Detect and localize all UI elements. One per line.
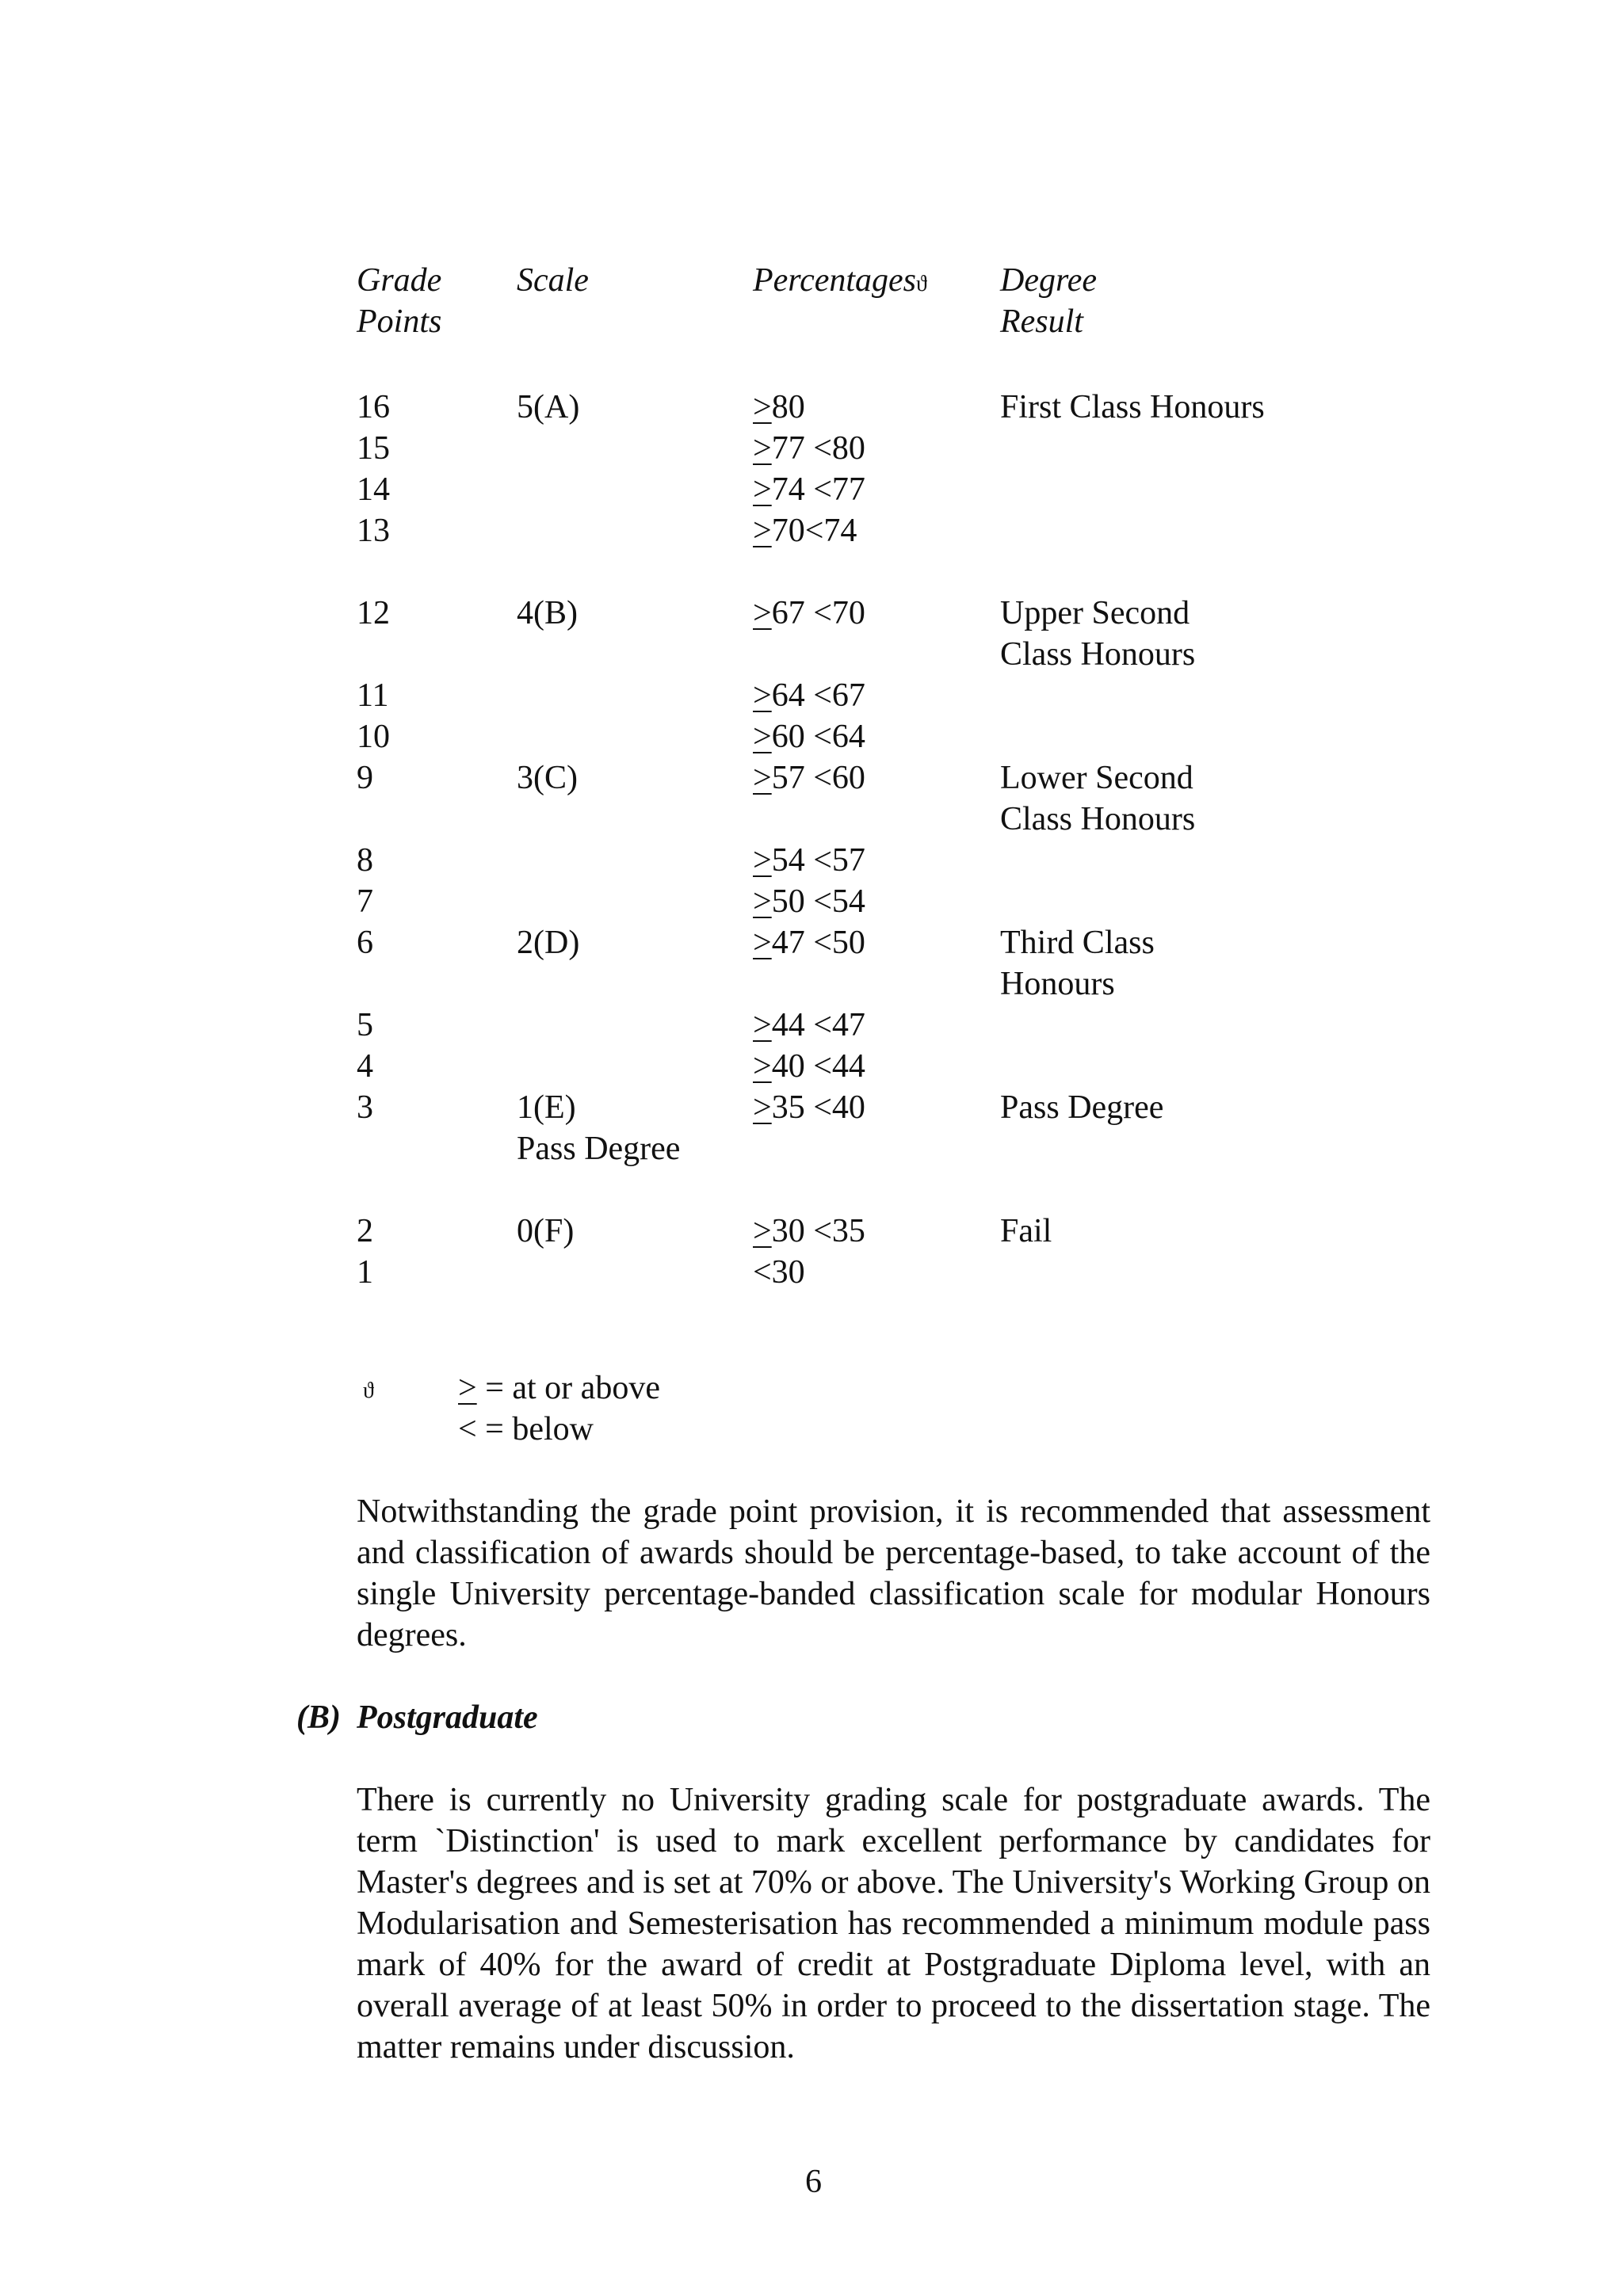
header-percentages-text: Percentages: [753, 262, 917, 299]
scale-cell: 4(B): [517, 595, 578, 631]
percentage-range: <30: [753, 1254, 805, 1291]
header-footnote-marker: ϑ: [916, 272, 927, 296]
percentage-cell: [753, 510, 857, 551]
scale-cell-line2: Pass Degree: [517, 1131, 681, 1167]
percentage-range: 35 <40: [771, 1089, 865, 1126]
grade-points-cell: 14: [357, 471, 390, 508]
percentage-cell: [753, 757, 865, 799]
gte-symbol: >: [753, 883, 772, 920]
percentage-cell: [753, 675, 865, 716]
gte-symbol: >: [753, 1007, 772, 1043]
percentage-range: 77 <80: [771, 430, 865, 467]
scale-cell: 1(E): [517, 1089, 576, 1126]
gte-symbol: >: [753, 1089, 772, 1126]
gte-symbol: >: [753, 719, 772, 755]
degree-result-cell: Lower Second: [1000, 760, 1193, 796]
header-percentages: [753, 260, 927, 305]
percentage-cell: [753, 922, 865, 963]
grade-points-cell: 6: [357, 925, 373, 961]
percentage-range: 70<74: [771, 513, 857, 549]
grade-points-cell: 2: [357, 1213, 373, 1249]
gte-symbol: >: [753, 925, 772, 961]
percentage-range: 47 <50: [771, 925, 865, 961]
degree-result-cell-line2: Class Honours: [1000, 636, 1196, 673]
grade-points-cell: 3: [357, 1089, 373, 1126]
scale-cell: 5(A): [517, 389, 580, 425]
percentage-range: 74 <77: [771, 471, 865, 508]
gte-symbol: >: [753, 677, 772, 714]
grade-points-cell: 5: [357, 1007, 373, 1043]
gte-symbol: >: [753, 595, 772, 631]
footnote-gte-symbol: >: [458, 1370, 477, 1406]
header-scale: Scale: [517, 262, 589, 299]
percentage-cell: [753, 1046, 865, 1087]
percentage-range: 50 <54: [771, 883, 865, 920]
header-grade-line1: Grade: [357, 262, 442, 299]
grade-points-cell: 8: [357, 842, 373, 879]
percentage-range: 30 <35: [771, 1213, 865, 1249]
percentage-range: 54 <57: [771, 842, 865, 879]
grade-points-cell: 9: [357, 760, 373, 796]
percentage-range: 44 <47: [771, 1007, 865, 1043]
paragraph-postgraduate: There is currently no University grading scale for postgraduate awards. The term `Distinction' is used to mark excellent performance by candidates for Master's degrees and is set at 70% or above. The University's Working Group on Modularisation and Semesterisation has recommended a minimum module pass mark of 40% for the award of credit at Postgraduate Diploma level, with an overall average of at least 50% in order to proceed to the dissertation stage. The matter remains under discussion.: [357, 1782, 1430, 2065]
gte-symbol: >: [753, 513, 772, 549]
degree-result-cell-line2: Class Honours: [1000, 801, 1196, 837]
section-b-label: (B): [296, 1699, 341, 1736]
percentage-cell: [753, 387, 805, 428]
gte-symbol: >: [753, 389, 772, 425]
degree-result-cell-line2: Honours: [1000, 966, 1115, 1002]
gte-symbol: >: [753, 1213, 772, 1249]
percentage-range: 67 <70: [771, 595, 865, 631]
grade-points-cell: 7: [357, 883, 373, 920]
page-number: 6: [805, 2164, 822, 2200]
percentage-cell: [753, 469, 865, 510]
degree-result-cell: Upper Second: [1000, 595, 1190, 631]
percentage-range: 60 <64: [771, 719, 865, 755]
degree-result-cell: Pass Degree: [1000, 1089, 1164, 1126]
percentage-range: 40 <44: [771, 1048, 865, 1085]
footnote-line-2: < = below: [458, 1411, 594, 1447]
percentage-cell: [753, 716, 865, 757]
grade-points-cell: 13: [357, 513, 390, 549]
header-grade-line2: Points: [357, 303, 442, 340]
percentage-cell: [753, 593, 865, 634]
gte-symbol: >: [753, 430, 772, 467]
footnote-gte-text: = at or above: [476, 1370, 660, 1406]
degree-result-cell: Third Class: [1000, 925, 1155, 961]
degree-result-cell: Fail: [1000, 1213, 1052, 1249]
grade-points-cell: 10: [357, 719, 390, 755]
percentage-cell: [753, 1005, 865, 1046]
percentage-cell: [753, 1252, 805, 1293]
gte-symbol: >: [753, 760, 772, 796]
percentage-range: 80: [771, 389, 805, 425]
footnote-marker: ϑ: [363, 1379, 374, 1403]
percentage-cell: [753, 881, 865, 922]
percentage-cell: [753, 1211, 865, 1252]
grade-points-cell: 15: [357, 430, 390, 467]
footnote-line-1: [458, 1367, 660, 1409]
degree-result-cell: First Class Honours: [1000, 389, 1265, 425]
grade-points-cell: 4: [357, 1048, 373, 1085]
header-degree-result: [1000, 260, 1097, 342]
paragraph-grade-point-note: Notwithstanding the grade point provision, it is recommended that assessment and classification of awards should be percentage-based, to take account of the single University percentage-banded classification scale for modular Honours degrees.: [357, 1493, 1430, 1653]
percentage-cell: [753, 428, 865, 469]
scale-cell: 3(C): [517, 760, 578, 796]
grade-points-cell: 11: [357, 677, 389, 714]
header-degree-line2: Result: [1000, 303, 1083, 340]
gte-symbol: >: [753, 842, 772, 879]
percentage-range: 64 <67: [771, 677, 865, 714]
scale-cell: 2(D): [517, 925, 580, 961]
section-b-title: Postgraduate: [357, 1699, 538, 1736]
percentage-cell: [753, 840, 865, 881]
scale-cell: 0(F): [517, 1213, 575, 1249]
percentage-cell: [753, 1087, 865, 1128]
gte-symbol: >: [753, 471, 772, 508]
header-grade-points: [357, 260, 441, 342]
grade-points-cell: 1: [357, 1254, 373, 1291]
grade-points-cell: 12: [357, 595, 390, 631]
percentage-range: 57 <60: [771, 760, 865, 796]
gte-symbol: >: [753, 1048, 772, 1085]
grade-points-cell: 16: [357, 389, 390, 425]
header-degree-line1: Degree: [1000, 262, 1098, 299]
